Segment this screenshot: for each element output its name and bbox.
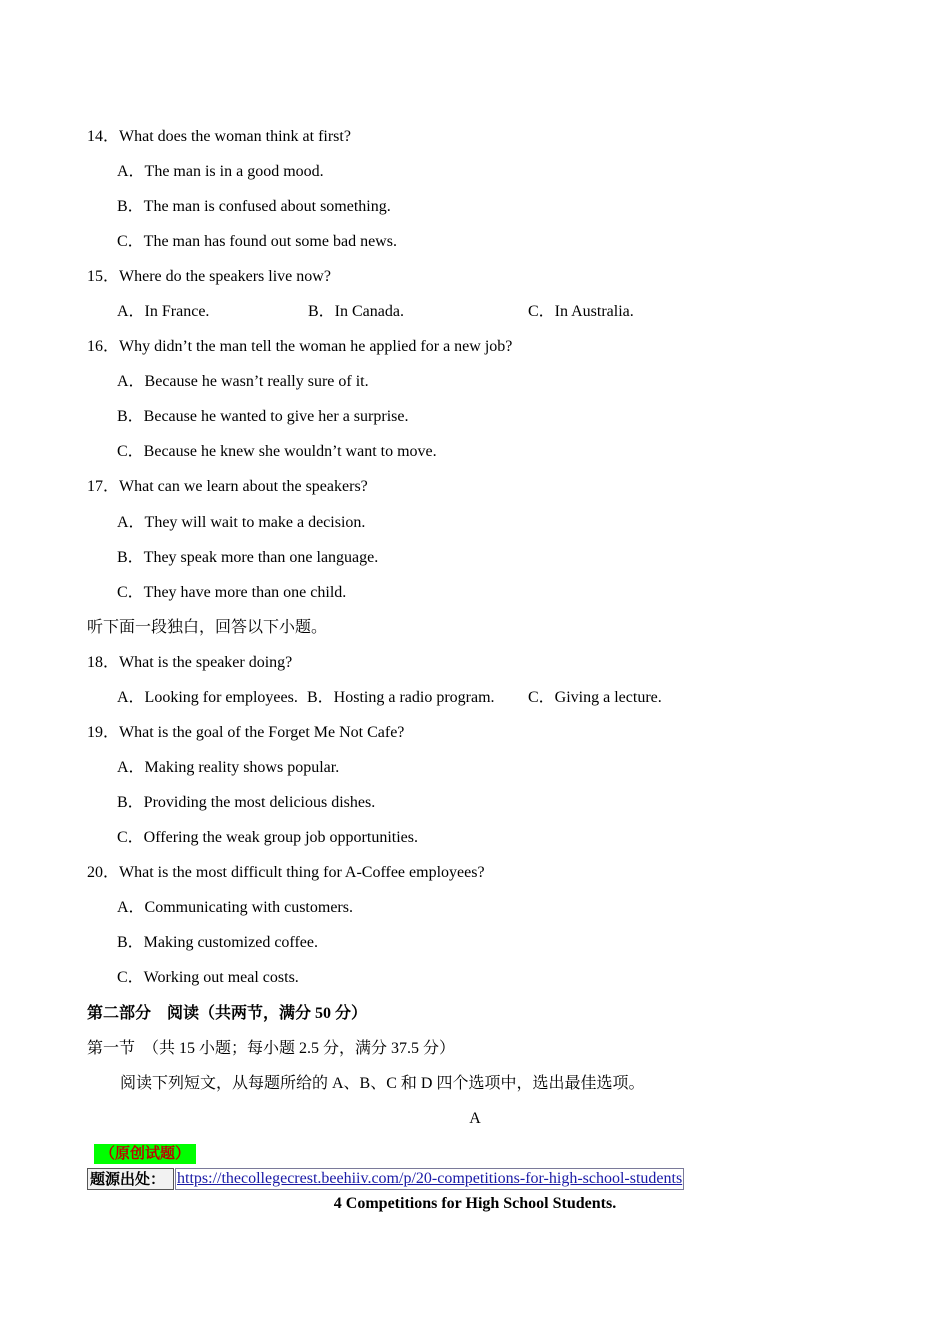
passage-title: 4 Competitions for High School Students. bbox=[333, 1195, 617, 1212]
question-16-stem: 16．Why didn’t the man tell the woman he applied for a new job? bbox=[87, 338, 513, 355]
question-15-option-a: A．In France. bbox=[117, 303, 210, 320]
question-18-option-a: A．Looking for employees. bbox=[117, 689, 298, 706]
original-question-tag: （原创试题） bbox=[94, 1144, 196, 1164]
question-20-stem: 20．What is the most difficult thing for A-Coffee employees? bbox=[87, 864, 485, 881]
source-label: 题源出处： bbox=[87, 1168, 174, 1190]
question-20-option-b: B．Making customized coffee. bbox=[117, 934, 318, 951]
question-17-option-c: C．They have more than one child. bbox=[117, 584, 347, 601]
question-14-stem: 14．What does the woman think at first? bbox=[87, 128, 351, 145]
question-16-option-c: C．Because he knew she wouldn’t want to move. bbox=[117, 443, 437, 460]
question-19-option-b: B．Providing the most delicious dishes. bbox=[117, 794, 376, 811]
reading-instruction: 阅读下列短文，从每题所给的 A、B、C 和 D 四个选项中，选出最佳选项。 bbox=[120, 1075, 645, 1092]
question-15-option-c: C．In Australia. bbox=[528, 303, 634, 320]
question-15-stem: 15．Where do the speakers live now? bbox=[87, 268, 331, 285]
question-19-option-c: C．Offering the weak group job opportunities. bbox=[117, 829, 418, 846]
question-17-option-a: A．They will wait to make a decision. bbox=[117, 514, 366, 531]
question-20-option-a: A．Communicating with customers. bbox=[117, 899, 353, 916]
passage-letter: A bbox=[469, 1110, 481, 1127]
question-17-stem: 17．What can we learn about the speakers? bbox=[87, 478, 368, 495]
question-14-option-c: C．The man has found out some bad news. bbox=[117, 233, 397, 250]
section1-heading: 第一节 （共 15 小题；每小题 2.5 分，满分 37.5 分） bbox=[87, 1040, 456, 1057]
question-18-option-b: B．Hosting a radio program. bbox=[307, 689, 495, 706]
question-15-option-b: B．In Canada. bbox=[308, 303, 404, 320]
question-16-option-a: A．Because he wasn’t really sure of it. bbox=[117, 373, 369, 390]
question-18-stem: 18．What is the speaker doing? bbox=[87, 654, 293, 671]
monologue-instruction: 听下面一段独白，回答以下小题。 bbox=[87, 619, 328, 636]
question-14-option-b: B．The man is confused about something. bbox=[117, 198, 391, 215]
question-14-option-a: A．The man is in a good mood. bbox=[117, 163, 324, 180]
question-16-option-b: B．Because he wanted to give her a surprise. bbox=[117, 408, 409, 425]
question-17-option-b: B．They speak more than one language. bbox=[117, 549, 379, 566]
question-18-option-c: C．Giving a lecture. bbox=[528, 689, 662, 706]
question-19-option-a: A．Making reality shows popular. bbox=[117, 759, 340, 776]
source-link[interactable]: https://thecollegecrest.beehiiv.com/p/20-competitions-for-high-school-students bbox=[175, 1168, 684, 1190]
question-20-option-c: C．Working out meal costs. bbox=[117, 969, 299, 986]
part2-heading: 第二部分 阅读（共两节，满分 50 分） bbox=[87, 1005, 368, 1022]
question-19-stem: 19．What is the goal of the Forget Me Not Cafe? bbox=[87, 724, 405, 741]
